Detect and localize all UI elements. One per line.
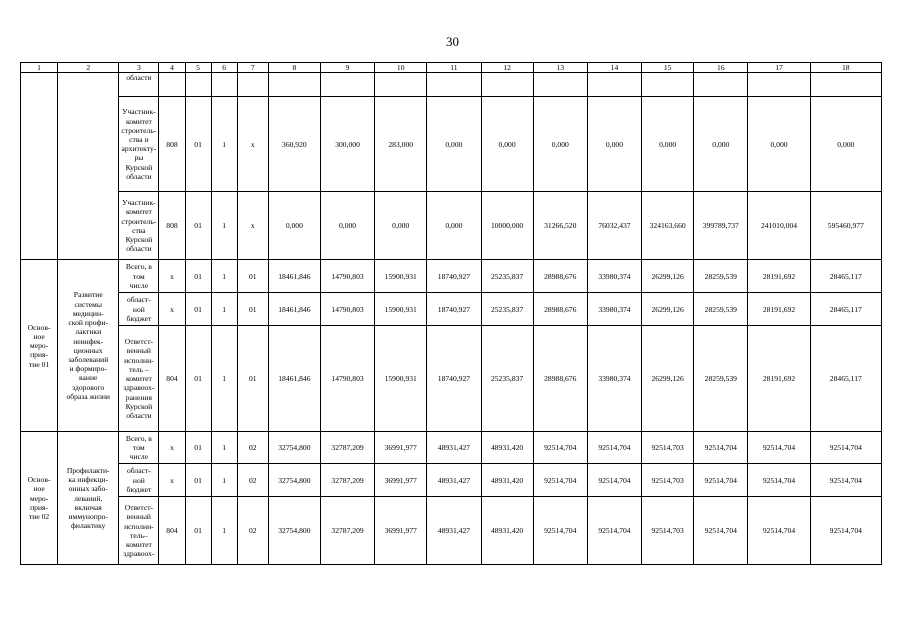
budget-table: [20, 62, 882, 565]
amount-cell: 0,000: [642, 97, 694, 192]
amount-cell: 14790,803: [320, 260, 374, 293]
amount-cell: 92514,704: [748, 497, 810, 565]
measure-number-cell: 01: [237, 326, 268, 432]
amount-cell: 10000,000: [481, 192, 533, 260]
column-number-row: [21, 63, 882, 73]
measure-number-cell: 01: [237, 293, 268, 326]
column-header: 8: [268, 63, 320, 73]
amount-cell: [748, 73, 810, 97]
amount-cell: [694, 73, 748, 97]
amount-cell: 92514,704: [587, 497, 641, 565]
program-code-cell: 1: [211, 293, 237, 326]
gr-code-cell: х: [159, 293, 185, 326]
amount-cell: 48931,420: [481, 497, 533, 565]
table-row: [21, 97, 882, 192]
amount-cell: 14790,803: [320, 293, 374, 326]
amount-cell: 32787,209: [320, 464, 374, 497]
column-header: 7: [237, 63, 268, 73]
amount-cell: 0,000: [748, 97, 810, 192]
subprogram-code-cell: 01: [185, 326, 211, 432]
amount-cell: 92514,704: [533, 432, 587, 464]
table-row: [21, 260, 882, 293]
measure-name-cell: [58, 73, 119, 260]
amount-cell: 0,000: [587, 97, 641, 192]
amount-cell: [642, 73, 694, 97]
subprogram-code-cell: 01: [185, 497, 211, 565]
amount-cell: 76032,437: [587, 192, 641, 260]
table-row: [21, 497, 882, 565]
amount-cell: 360,920: [268, 97, 320, 192]
gr-code-cell: х: [159, 432, 185, 464]
amount-cell: 399789,737: [694, 192, 748, 260]
amount-cell: 36991,977: [375, 464, 427, 497]
amount-cell: 36991,977: [375, 432, 427, 464]
participant-cell: Участник- комитет строитель- ства Курской области: [119, 192, 159, 260]
measure-number-cell: [237, 73, 268, 97]
table-row: [21, 432, 882, 464]
participant-cell: области: [119, 73, 159, 97]
measure-number-cell: 02: [237, 464, 268, 497]
amount-cell: 0,000: [694, 97, 748, 192]
amount-cell: 92514,704: [694, 432, 748, 464]
column-header: 18: [810, 63, 881, 73]
amount-cell: 33980,374: [587, 293, 641, 326]
gr-code-cell: 808: [159, 97, 185, 192]
table-row: [21, 464, 882, 497]
measure-number-cell: 02: [237, 497, 268, 565]
table-row: [21, 293, 882, 326]
amount-cell: 28259,539: [694, 326, 748, 432]
column-header: 1: [21, 63, 58, 73]
subprogram-code-cell: 01: [185, 97, 211, 192]
amount-cell: 92514,704: [587, 464, 641, 497]
amount-cell: [810, 73, 881, 97]
participant-cell: Всего, в том числе: [119, 432, 159, 464]
measure-name-cell: Развитие системы медицин- ской профи- лактики неинфек- ционных заболеваний и формиро- вание здорового образа жизни: [58, 260, 119, 432]
program-code-cell: 1: [211, 432, 237, 464]
gr-code-cell: [159, 73, 185, 97]
amount-cell: 0,000: [810, 97, 881, 192]
column-header: 17: [748, 63, 810, 73]
amount-cell: 15900,931: [375, 260, 427, 293]
amount-cell: 595460,977: [810, 192, 881, 260]
column-header: 2: [58, 63, 119, 73]
amount-cell: 26299,126: [642, 293, 694, 326]
participant-cell: Ответст- венный исполни- тель– комитет здравоох-: [119, 497, 159, 565]
amount-cell: 0,000: [320, 192, 374, 260]
amount-cell: 28465,117: [810, 260, 881, 293]
amount-cell: 48931,427: [427, 432, 481, 464]
column-header: 14: [587, 63, 641, 73]
gr-code-cell: х: [159, 260, 185, 293]
amount-cell: 18740,927: [427, 260, 481, 293]
amount-cell: 324163,660: [642, 192, 694, 260]
amount-cell: 92514,704: [748, 464, 810, 497]
amount-cell: 92514,704: [810, 432, 881, 464]
participant-cell: област- ной бюджет: [119, 464, 159, 497]
amount-cell: 48931,427: [427, 497, 481, 565]
subprogram-code-cell: [185, 73, 211, 97]
column-header: 4: [159, 63, 185, 73]
amount-cell: 0,000: [427, 97, 481, 192]
program-code-cell: 1: [211, 497, 237, 565]
column-header: 13: [533, 63, 587, 73]
table-row: [21, 326, 882, 432]
measure-name-cell: Профилакти- ка инфекци- онных забо- леваний, включая иммунопро- филактику: [58, 432, 119, 565]
amount-cell: 15900,931: [375, 326, 427, 432]
column-header: 3: [119, 63, 159, 73]
amount-cell: [268, 73, 320, 97]
amount-cell: 15900,931: [375, 293, 427, 326]
amount-cell: 92514,704: [810, 464, 881, 497]
gr-code-cell: 804: [159, 497, 185, 565]
column-header: 9: [320, 63, 374, 73]
amount-cell: 28191,692: [748, 260, 810, 293]
column-header: 16: [694, 63, 748, 73]
amount-cell: 283,000: [375, 97, 427, 192]
measure-number-cell: х: [237, 97, 268, 192]
measure-number-cell: 02: [237, 432, 268, 464]
amount-cell: 32754,800: [268, 464, 320, 497]
amount-cell: 48931,427: [427, 464, 481, 497]
column-header: 6: [211, 63, 237, 73]
amount-cell: 33980,374: [587, 260, 641, 293]
column-header: 5: [185, 63, 211, 73]
amount-cell: 25235,837: [481, 326, 533, 432]
amount-cell: 25235,837: [481, 293, 533, 326]
amount-cell: 92514,703: [642, 464, 694, 497]
page-number: 30: [446, 34, 459, 49]
amount-cell: 28259,539: [694, 293, 748, 326]
amount-cell: 0,000: [533, 97, 587, 192]
subprogram-code-cell: 01: [185, 432, 211, 464]
amount-cell: 33980,374: [587, 326, 641, 432]
amount-cell: 28465,117: [810, 326, 881, 432]
amount-cell: 18740,927: [427, 293, 481, 326]
amount-cell: 18461,846: [268, 293, 320, 326]
amount-cell: 92514,704: [810, 497, 881, 565]
measure-code-cell: [21, 73, 58, 260]
amount-cell: 92514,703: [642, 497, 694, 565]
measure-number-cell: х: [237, 192, 268, 260]
gr-code-cell: х: [159, 464, 185, 497]
amount-cell: 28988,676: [533, 326, 587, 432]
amount-cell: [481, 73, 533, 97]
amount-cell: 92514,704: [533, 464, 587, 497]
column-header: 12: [481, 63, 533, 73]
participant-cell: Всего, в том числе: [119, 260, 159, 293]
amount-cell: 48931,420: [481, 464, 533, 497]
amount-cell: 18740,927: [427, 326, 481, 432]
amount-cell: [427, 73, 481, 97]
amount-cell: 0,000: [481, 97, 533, 192]
program-code-cell: 1: [211, 464, 237, 497]
amount-cell: [533, 73, 587, 97]
participant-cell: Участник- комитет строитель- ства и архитекту- ры Курской области: [119, 97, 159, 192]
gr-code-cell: 804: [159, 326, 185, 432]
amount-cell: 92514,704: [533, 497, 587, 565]
amount-cell: 32754,800: [268, 497, 320, 565]
subprogram-code-cell: 01: [185, 293, 211, 326]
amount-cell: 300,000: [320, 97, 374, 192]
program-code-cell: 1: [211, 192, 237, 260]
table-row: [21, 73, 882, 97]
measure-code-cell: Основ- ное меро- прия- тие 01: [21, 260, 58, 432]
amount-cell: [587, 73, 641, 97]
subprogram-code-cell: 01: [185, 260, 211, 293]
gr-code-cell: 808: [159, 192, 185, 260]
participant-cell: Ответст- венный исполни- тель – комитет здравоох- ранения Курской области: [119, 326, 159, 432]
amount-cell: 28988,676: [533, 260, 587, 293]
amount-cell: 28191,692: [748, 293, 810, 326]
amount-cell: 32787,209: [320, 432, 374, 464]
amount-cell: 26299,126: [642, 260, 694, 293]
measure-number-cell: 01: [237, 260, 268, 293]
participant-cell: област- ной бюджет: [119, 293, 159, 326]
amount-cell: 28465,117: [810, 293, 881, 326]
amount-cell: 26299,126: [642, 326, 694, 432]
amount-cell: 92514,704: [587, 432, 641, 464]
amount-cell: 28988,676: [533, 293, 587, 326]
column-header: 15: [642, 63, 694, 73]
amount-cell: [375, 73, 427, 97]
amount-cell: 18461,846: [268, 326, 320, 432]
program-code-cell: [211, 73, 237, 97]
amount-cell: 0,000: [268, 192, 320, 260]
amount-cell: 32754,800: [268, 432, 320, 464]
amount-cell: 28259,539: [694, 260, 748, 293]
amount-cell: 14790,803: [320, 326, 374, 432]
amount-cell: [320, 73, 374, 97]
amount-cell: 92514,703: [642, 432, 694, 464]
amount-cell: 0,000: [375, 192, 427, 260]
subprogram-code-cell: 01: [185, 192, 211, 260]
amount-cell: 0,000: [427, 192, 481, 260]
amount-cell: 241010,004: [748, 192, 810, 260]
program-code-cell: 1: [211, 97, 237, 192]
amount-cell: 92514,704: [748, 432, 810, 464]
table-row: [21, 192, 882, 260]
amount-cell: 18461,846: [268, 260, 320, 293]
amount-cell: 36991,977: [375, 497, 427, 565]
amount-cell: 48931,420: [481, 432, 533, 464]
measure-code-cell: Основ- ное меро- прия- тие 02: [21, 432, 58, 565]
program-code-cell: 1: [211, 260, 237, 293]
amount-cell: 25235,837: [481, 260, 533, 293]
amount-cell: 28191,692: [748, 326, 810, 432]
subprogram-code-cell: 01: [185, 464, 211, 497]
amount-cell: 32787,209: [320, 497, 374, 565]
column-header: 11: [427, 63, 481, 73]
amount-cell: 31266,520: [533, 192, 587, 260]
program-code-cell: 1: [211, 326, 237, 432]
amount-cell: 92514,704: [694, 464, 748, 497]
amount-cell: 92514,704: [694, 497, 748, 565]
column-header: 10: [375, 63, 427, 73]
